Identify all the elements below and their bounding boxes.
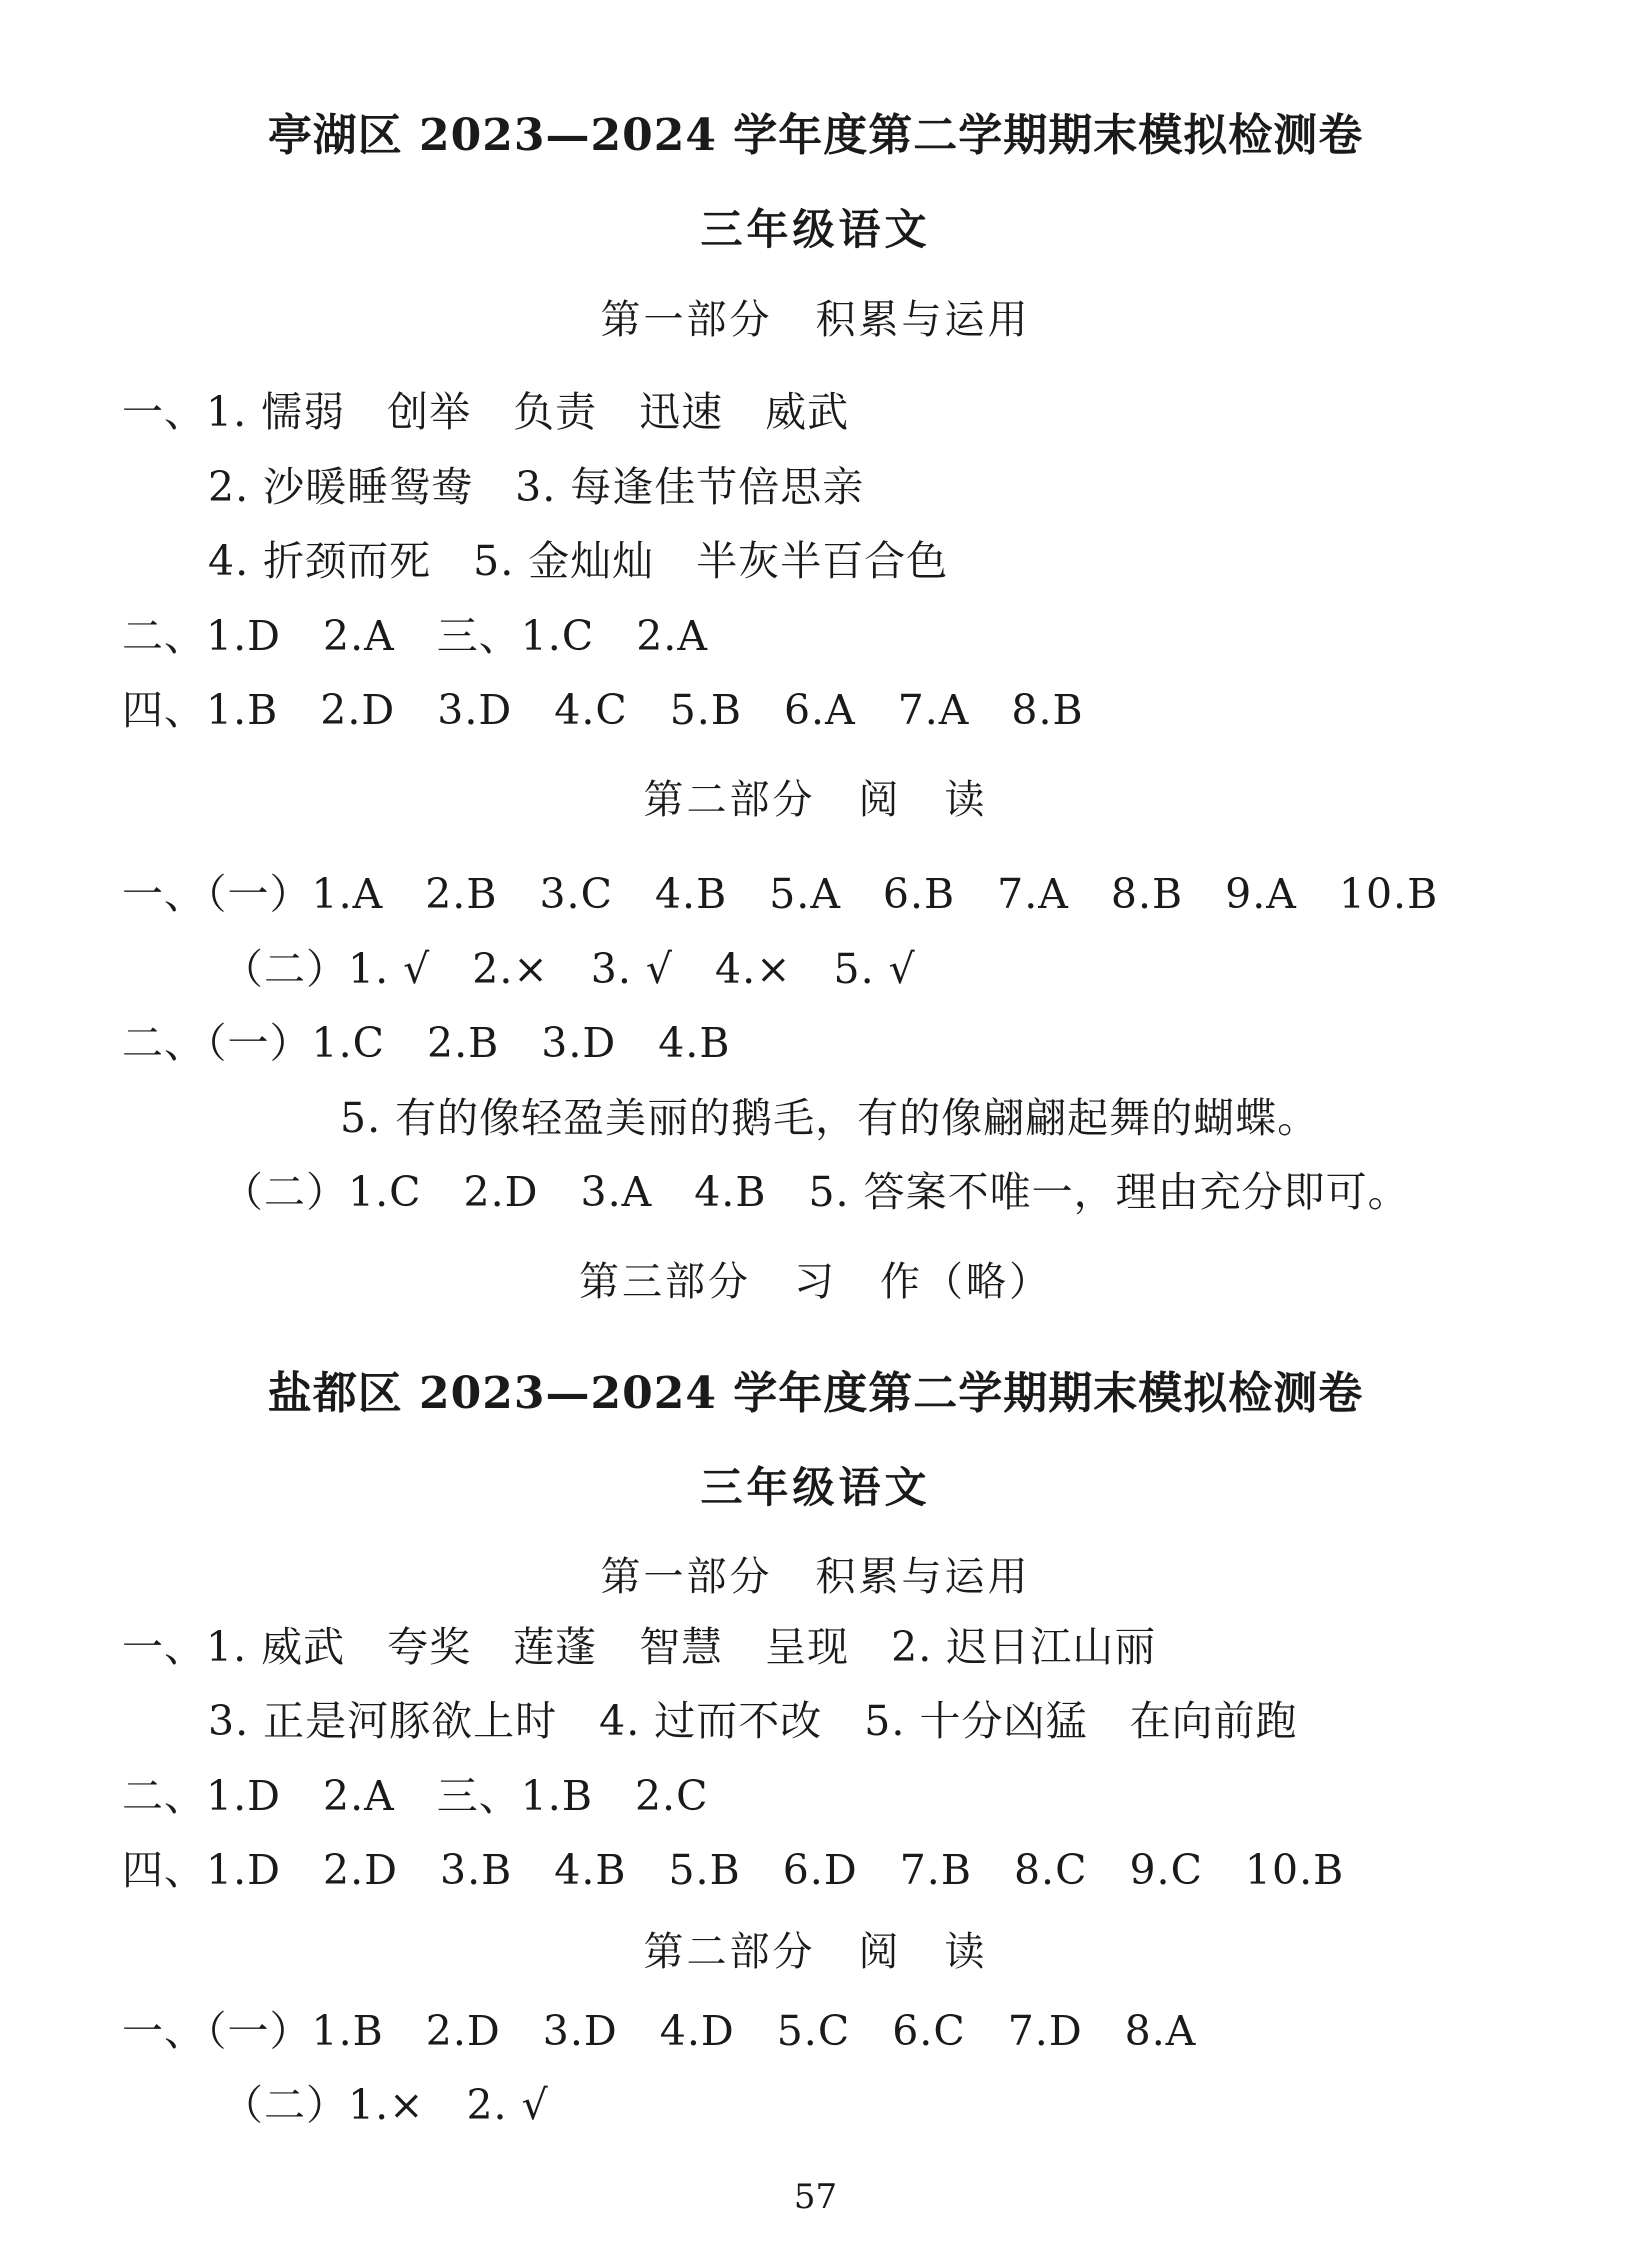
exam1-part1-line-2: 2. 沙暖睡鸳鸯 3. 每逢佳节倍思亲 [208,463,865,511]
exam2-part1-heading: 第一部分 积累与运用 [600,1554,1031,1600]
exam2-part2-line-2: （二）1.× 2. √ [222,2081,549,2129]
exam2-part1-line-1: 一、1. 威武 夸奖 莲蓬 智慧 呈现 2. 迟日江山丽 [122,1623,1157,1671]
exam1-part1-line-4: 二、1.D 2.A 三、1.C 2.A [122,612,708,660]
exam1-part2-line-3: 二、（一）1.C 2.B 3.D 4.B [122,1019,731,1067]
exam1-part1-line-3: 4. 折颈而死 5. 金灿灿 半灰半百合色 [208,537,949,585]
exam1-part3-heading: 第三部分 习 作（略） [579,1259,1052,1305]
exam1-part2-line-1: 一、（一）1.A 2.B 3.C 4.B 5.A 6.B 7.A 8.B 9.A 10.B [122,870,1439,918]
exam1-part2-line-5: （二）1.C 2.D 3.A 4.B 5. 答案不唯一，理由充分即可。 [222,1168,1410,1216]
exam1-part1-line-1: 一、1. 懦弱 创举 负责 迅速 威武 [122,388,850,436]
exam2-part2-line-1: 一、（一）1.B 2.D 3.D 4.D 5.C 6.C 7.D 8.A [122,2007,1197,2055]
exam2-part1-line-4: 四、1.D 2.D 3.B 4.B 5.B 6.D 7.B 8.C 9.C 10.B [122,1846,1345,1894]
exam1-part2-line-4: 5. 有的像轻盈美丽的鹅毛，有的像翩翩起舞的蝴蝶。 [340,1094,1320,1142]
exam2-part1-line-2: 3. 正是河豚欲上时 4. 过而不改 5. 十分凶猛 在向前跑 [208,1697,1298,1745]
exam2-title: 盐都区 2023—2024 学年度第二学期期末模拟检测卷 [267,1368,1364,1419]
exam1-part2-line-2: （二）1. √ 2.× 3. √ 4.× 5. √ [222,945,916,993]
exam1-part1-heading: 第一部分 积累与运用 [600,297,1031,343]
exam2-part1-line-3: 二、1.D 2.A 三、1.B 2.C [122,1772,709,1820]
exam1-part2-heading: 第二部分 阅 读 [643,777,988,823]
exam1-title: 亭湖区 2023—2024 学年度第二学期期末模拟检测卷 [267,110,1364,161]
exam2-part2-heading: 第二部分 阅 读 [643,1929,988,1975]
exam1-part1-line-5: 四、1.B 2.D 3.D 4.C 5.B 6.A 7.A 8.B [122,686,1084,734]
exam2-subtitle: 三年级语文 [700,1463,931,1512]
page-number: 57 [793,2177,838,2217]
exam1-subtitle: 三年级语文 [700,205,931,254]
